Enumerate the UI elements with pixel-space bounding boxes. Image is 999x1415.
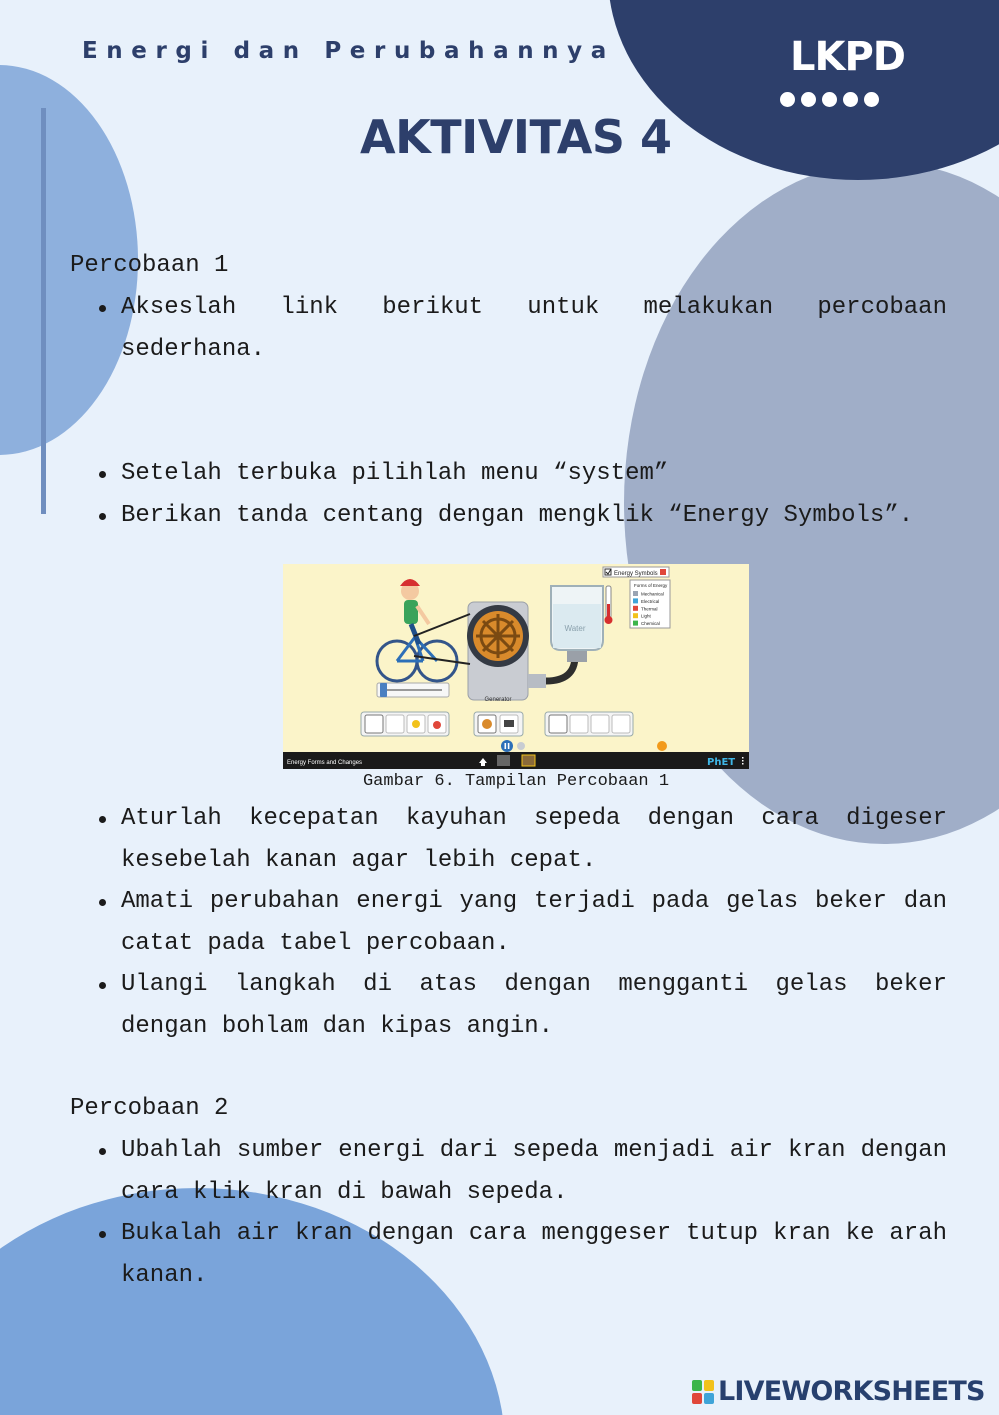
list-item: Akseslah link berikut untuk melakukan percobaan sederhana. [70,287,947,370]
phet-simulation-screenshot [283,564,749,769]
svg-text:Energy Symbols: Energy Symbols [614,571,658,577]
speed-slider[interactable] [377,683,449,697]
logo-square [692,1393,702,1404]
simulation-illustration [283,564,749,769]
list-item: Aturlah kecepatan kayuhan sepeda dengan cara digeser kesebelah kanan agar lebih cepat. [70,798,947,881]
badge-dots [780,92,879,107]
bullet-list [70,798,947,1047]
liveworksheets-logo-text: LIVEWORKSHEETS [718,1376,985,1407]
screen-icon-intro[interactable] [497,755,510,766]
lkpd-badge: LKPD [790,34,906,80]
source-selector[interactable] [361,712,449,736]
legend-label: Light [641,613,651,619]
page-title: AKTIVITAS 4 [360,110,672,164]
svg-text:Generator: Generator [484,697,512,703]
step-button[interactable] [517,742,525,750]
legend-label: Chemical [641,621,660,627]
legend-swatch [633,613,638,618]
dot [843,92,858,107]
thermometer-icon [605,586,613,624]
phet-logo: PhET [707,757,736,768]
legend-swatch [633,598,638,603]
legend-swatch [633,621,638,626]
dot [822,92,837,107]
logo-square [704,1380,714,1391]
list-item: Berikan tanda centang dengan mengklik “Energy Symbols”. [70,495,947,537]
logo-square [692,1380,702,1391]
list-item: Amati perubahan energi yang terjadi pada gelas beker dan catat pada tabel percobaan. [70,881,947,964]
bullet-list [70,287,947,370]
list-item: Ulangi langkah di atas dengan mengganti gelas beker dengan bohlam dan kipas angin. [70,964,947,1047]
legend-label: Mechanical [641,591,664,597]
list-item: Bukalah air kran dengan cara menggeser tutup kran ke arah kanan. [70,1213,947,1296]
bullet-list [70,1130,947,1296]
beaker-icon [551,586,603,662]
legend-label: Thermal [641,606,658,612]
play-pause-button[interactable] [501,740,513,752]
sim-name: Energy Forms and Changes [287,760,363,766]
list-item: Ubahlah sumber energi dari sepeda menjadi air kran dengan cara klik kran di bawah sepeda. [70,1130,947,1213]
reset-button[interactable] [657,741,667,751]
dot [801,92,816,107]
logo-square [704,1393,714,1404]
legend-swatch [633,591,638,596]
list-item: Setelah terbuka pilihlah menu “system” [70,453,947,495]
section-title-percobaan-1: Percobaan 1 [70,252,229,279]
screen-icon-systems[interactable] [522,755,535,766]
legend-label: Electrical [641,598,660,604]
liveworksheets-logo [692,1376,985,1407]
menu-icon[interactable] [742,757,744,759]
decor-vertical-line [41,108,46,514]
figure-caption: Gambar 6. Tampilan Percobaan 1 [362,772,670,791]
dot [780,92,795,107]
legend-swatch [633,606,638,611]
liveworksheets-logo-icon [692,1380,714,1404]
energy-symbols-checkbox[interactable] [603,567,669,577]
svg-text:Water: Water [564,624,586,633]
document-subtitle: Energi dan Perubahannya [82,38,615,64]
forms-of-energy-legend [630,580,670,628]
dot [864,92,879,107]
user-selector[interactable] [545,712,633,736]
section-title-percobaan-2: Percobaan 2 [70,1095,229,1122]
converter-selector[interactable] [474,712,523,736]
svg-text:Forms of Energy: Forms of Energy [634,583,668,588]
bullet-list [70,453,947,536]
